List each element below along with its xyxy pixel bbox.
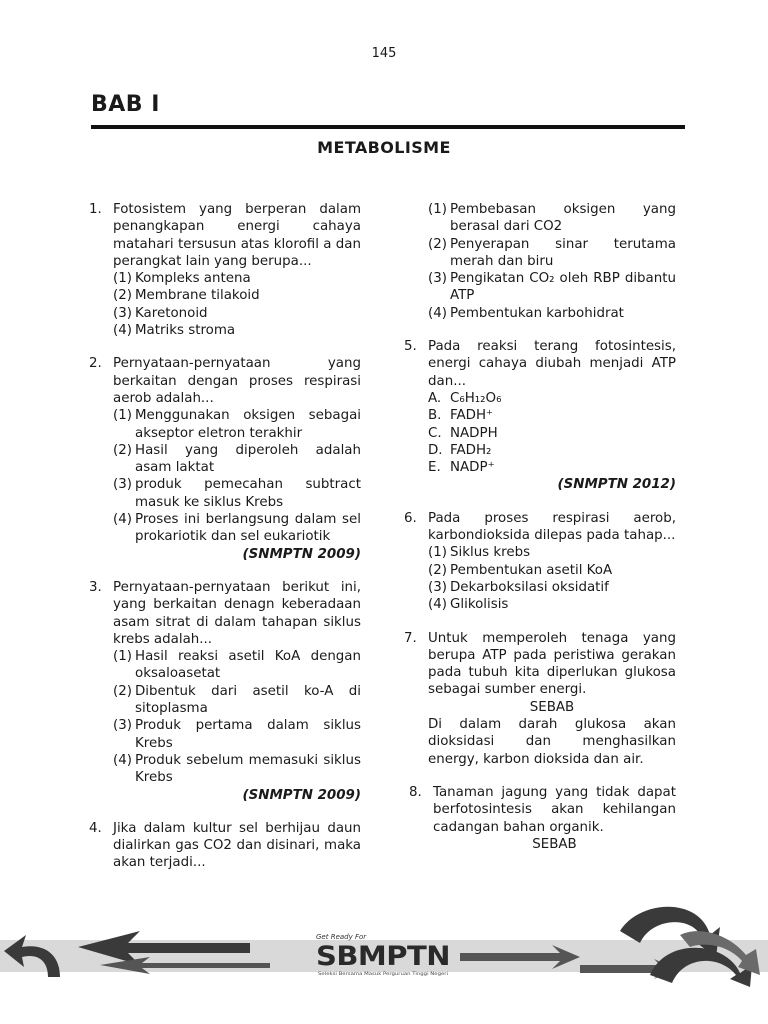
question-stem: Fotosistem yang berperan dalam penangkapan energi cahaya matahari tersusun atas klorofil a dan perangkat lain yang berupa... — [113, 202, 361, 269]
option-text: Dekarboksilasi oksidatif — [450, 579, 609, 595]
question-3 — [89, 579, 361, 804]
option-label: (2) — [428, 236, 447, 252]
option — [113, 511, 361, 546]
sebab-label: SEBAB — [529, 699, 575, 715]
option — [113, 322, 361, 339]
banner-logo: SBMPTN — [316, 941, 450, 972]
option-text: Pengikatan CO₂ oleh RBP dibantu ATP — [450, 271, 676, 304]
question-stem: Tanaman jagung yang tidak dapat berfotosintesis akan kehilangan cadangan bahan organik. — [433, 784, 676, 835]
option-text: Penyerapan sinar terutama merah dan biru — [450, 236, 676, 269]
question-number: 2. — [89, 356, 102, 372]
question-stem: Pada proses respirasi aerob, karbondioksida dilepas pada tahap... — [428, 510, 676, 544]
option — [428, 579, 676, 596]
option-text: Karetonoid — [135, 305, 208, 321]
right-column — [404, 201, 676, 869]
option-label: (1) — [113, 271, 132, 287]
chapter-heading: BAB I — [91, 92, 160, 117]
option-text: Pembebasan oksigen yang berasal dari CO2 — [450, 202, 676, 235]
option-label: (3) — [113, 305, 132, 321]
heading-rule — [91, 125, 685, 129]
option-label: E. — [428, 460, 441, 476]
option — [428, 596, 676, 613]
option — [428, 425, 676, 442]
option — [113, 442, 361, 477]
option-text: Siklus krebs — [450, 545, 531, 561]
option-label: (4) — [428, 305, 447, 321]
question-7 — [404, 630, 676, 768]
option-label: B. — [428, 408, 442, 424]
option-label: (4) — [113, 752, 132, 768]
question-1 — [89, 201, 361, 339]
option-label: (4) — [113, 512, 132, 528]
option-label: A. — [428, 390, 442, 406]
question-number: 1. — [89, 202, 102, 217]
question-stem: Pernyataan-pernyataan berikut ini, yang berkaitan denagn keberadaan asam sitrat di dalam tahapan siklus krebs adalah... — [113, 579, 361, 647]
banner-tagline: Get Ready For — [316, 933, 367, 941]
option-text: FADH₂ — [450, 442, 492, 458]
question-6 — [404, 510, 676, 614]
left-column — [89, 201, 361, 888]
option — [428, 236, 676, 271]
option-text: Matriks stroma — [135, 323, 236, 339]
option — [113, 287, 361, 304]
question-number: 8. — [409, 784, 422, 800]
option-text: Glikolisis — [450, 597, 509, 613]
option-label: (2) — [113, 288, 132, 304]
option-label: (1) — [113, 408, 132, 424]
question-source: (SNMPTN 2009) — [242, 787, 361, 803]
option-label: (3) — [428, 271, 447, 287]
option — [113, 476, 361, 511]
option-label: (1) — [113, 649, 132, 665]
option-text: Hasil reaksi asetil KoA dengan oksaloasetat — [135, 649, 361, 682]
option — [113, 305, 361, 322]
option-label: (3) — [113, 718, 132, 734]
option-text: Membrane tilakoid — [135, 288, 260, 304]
option-text: Kompleks antena — [135, 271, 251, 287]
option-label: D. — [428, 442, 443, 458]
option — [428, 459, 676, 476]
option-text: Produk sebelum memasuki siklus Krebs — [135, 752, 361, 786]
option-text: Pembentukan asetil KoA — [450, 562, 613, 578]
question-5 — [404, 338, 676, 494]
option-label: (4) — [113, 323, 132, 339]
option-text: Menggunakan oksigen sebagai akseptor eletron terakhir — [135, 408, 361, 441]
question-stem: Jika dalam kultur sel berhijau daun dialirkan gas CO2 dan disinari, maka akan terjadi... — [113, 820, 361, 871]
option-text: Hasil yang diperoleh adalah asam laktat — [135, 442, 361, 476]
option-label: (2) — [113, 442, 132, 458]
question-number: 7. — [404, 630, 417, 646]
sebab-label: SEBAB — [532, 836, 577, 852]
option-label: (1) — [428, 202, 447, 217]
question-number: 3. — [89, 579, 102, 595]
option — [113, 270, 361, 287]
option-label: (1) — [428, 545, 447, 561]
option — [428, 270, 676, 305]
option-label: (2) — [428, 562, 447, 578]
option-text: Produk pertama dalam siklus Krebs — [135, 718, 361, 751]
option — [428, 201, 676, 236]
option-text: Proses ini berlangsung dalam sel prokariotik dan sel eukariotik — [135, 512, 361, 545]
option — [428, 407, 676, 424]
footer-banner — [0, 895, 768, 990]
option-label: (3) — [428, 579, 447, 595]
option-label: C. — [428, 425, 442, 441]
page-title: METABOLISME — [317, 138, 451, 157]
option — [428, 442, 676, 459]
option-text: NADPH — [450, 425, 498, 441]
question-source: (SNMPTN 2009) — [242, 546, 361, 562]
question-stem: Untuk memperoleh tenaga yang berupa ATP pada peristiwa gerakan pada tubuh kita diperlukan glukosa sebagai sumber energi. — [428, 630, 676, 698]
question-number: 4. — [89, 820, 102, 836]
option-text: C₆H₁₂O₆ — [450, 390, 502, 406]
question-reason: Di dalam darah glukosa akan dioksidasi dan menghasilkan energy, karbon dioksida dan air. — [428, 717, 676, 767]
question-8 — [404, 784, 676, 853]
option — [428, 544, 676, 561]
option — [113, 407, 361, 442]
option-text: FADH⁺ — [450, 408, 494, 424]
option-text: produk pemecahan subtract masuk ke siklus Krebs — [135, 477, 361, 510]
option — [428, 305, 676, 322]
option — [113, 648, 361, 683]
banner-subline: Seleksi Bersama Masuk Perguruan Tinggi Negeri — [318, 971, 448, 976]
option-label: (2) — [113, 683, 132, 699]
option — [113, 717, 361, 752]
option — [113, 752, 361, 787]
question-stem: Pada reaksi terang fotosintesis, energi cahaya diubah menjadi ATP dan... — [428, 339, 676, 389]
page-number: 145 — [371, 46, 397, 61]
option — [113, 683, 361, 718]
question-number: 6. — [404, 510, 417, 526]
option-text: Dibentuk dari asetil ko-A di sitoplasma — [135, 683, 361, 717]
question-2 — [89, 355, 361, 563]
question-4-options — [404, 201, 676, 322]
option-text: Pembentukan karbohidrat — [450, 305, 624, 321]
question-4 — [89, 820, 361, 872]
question-source: (SNMPTN 2012) — [557, 477, 676, 493]
option-text: NADP⁺ — [450, 460, 495, 476]
option-label: (3) — [113, 477, 132, 493]
question-number: 5. — [404, 339, 417, 355]
question-stem: Pernyataan-pernyataan yang berkaitan dengan proses respirasi aerob adalah... — [113, 356, 361, 406]
option — [428, 562, 676, 579]
option-label: (4) — [428, 597, 447, 613]
option — [428, 390, 676, 407]
